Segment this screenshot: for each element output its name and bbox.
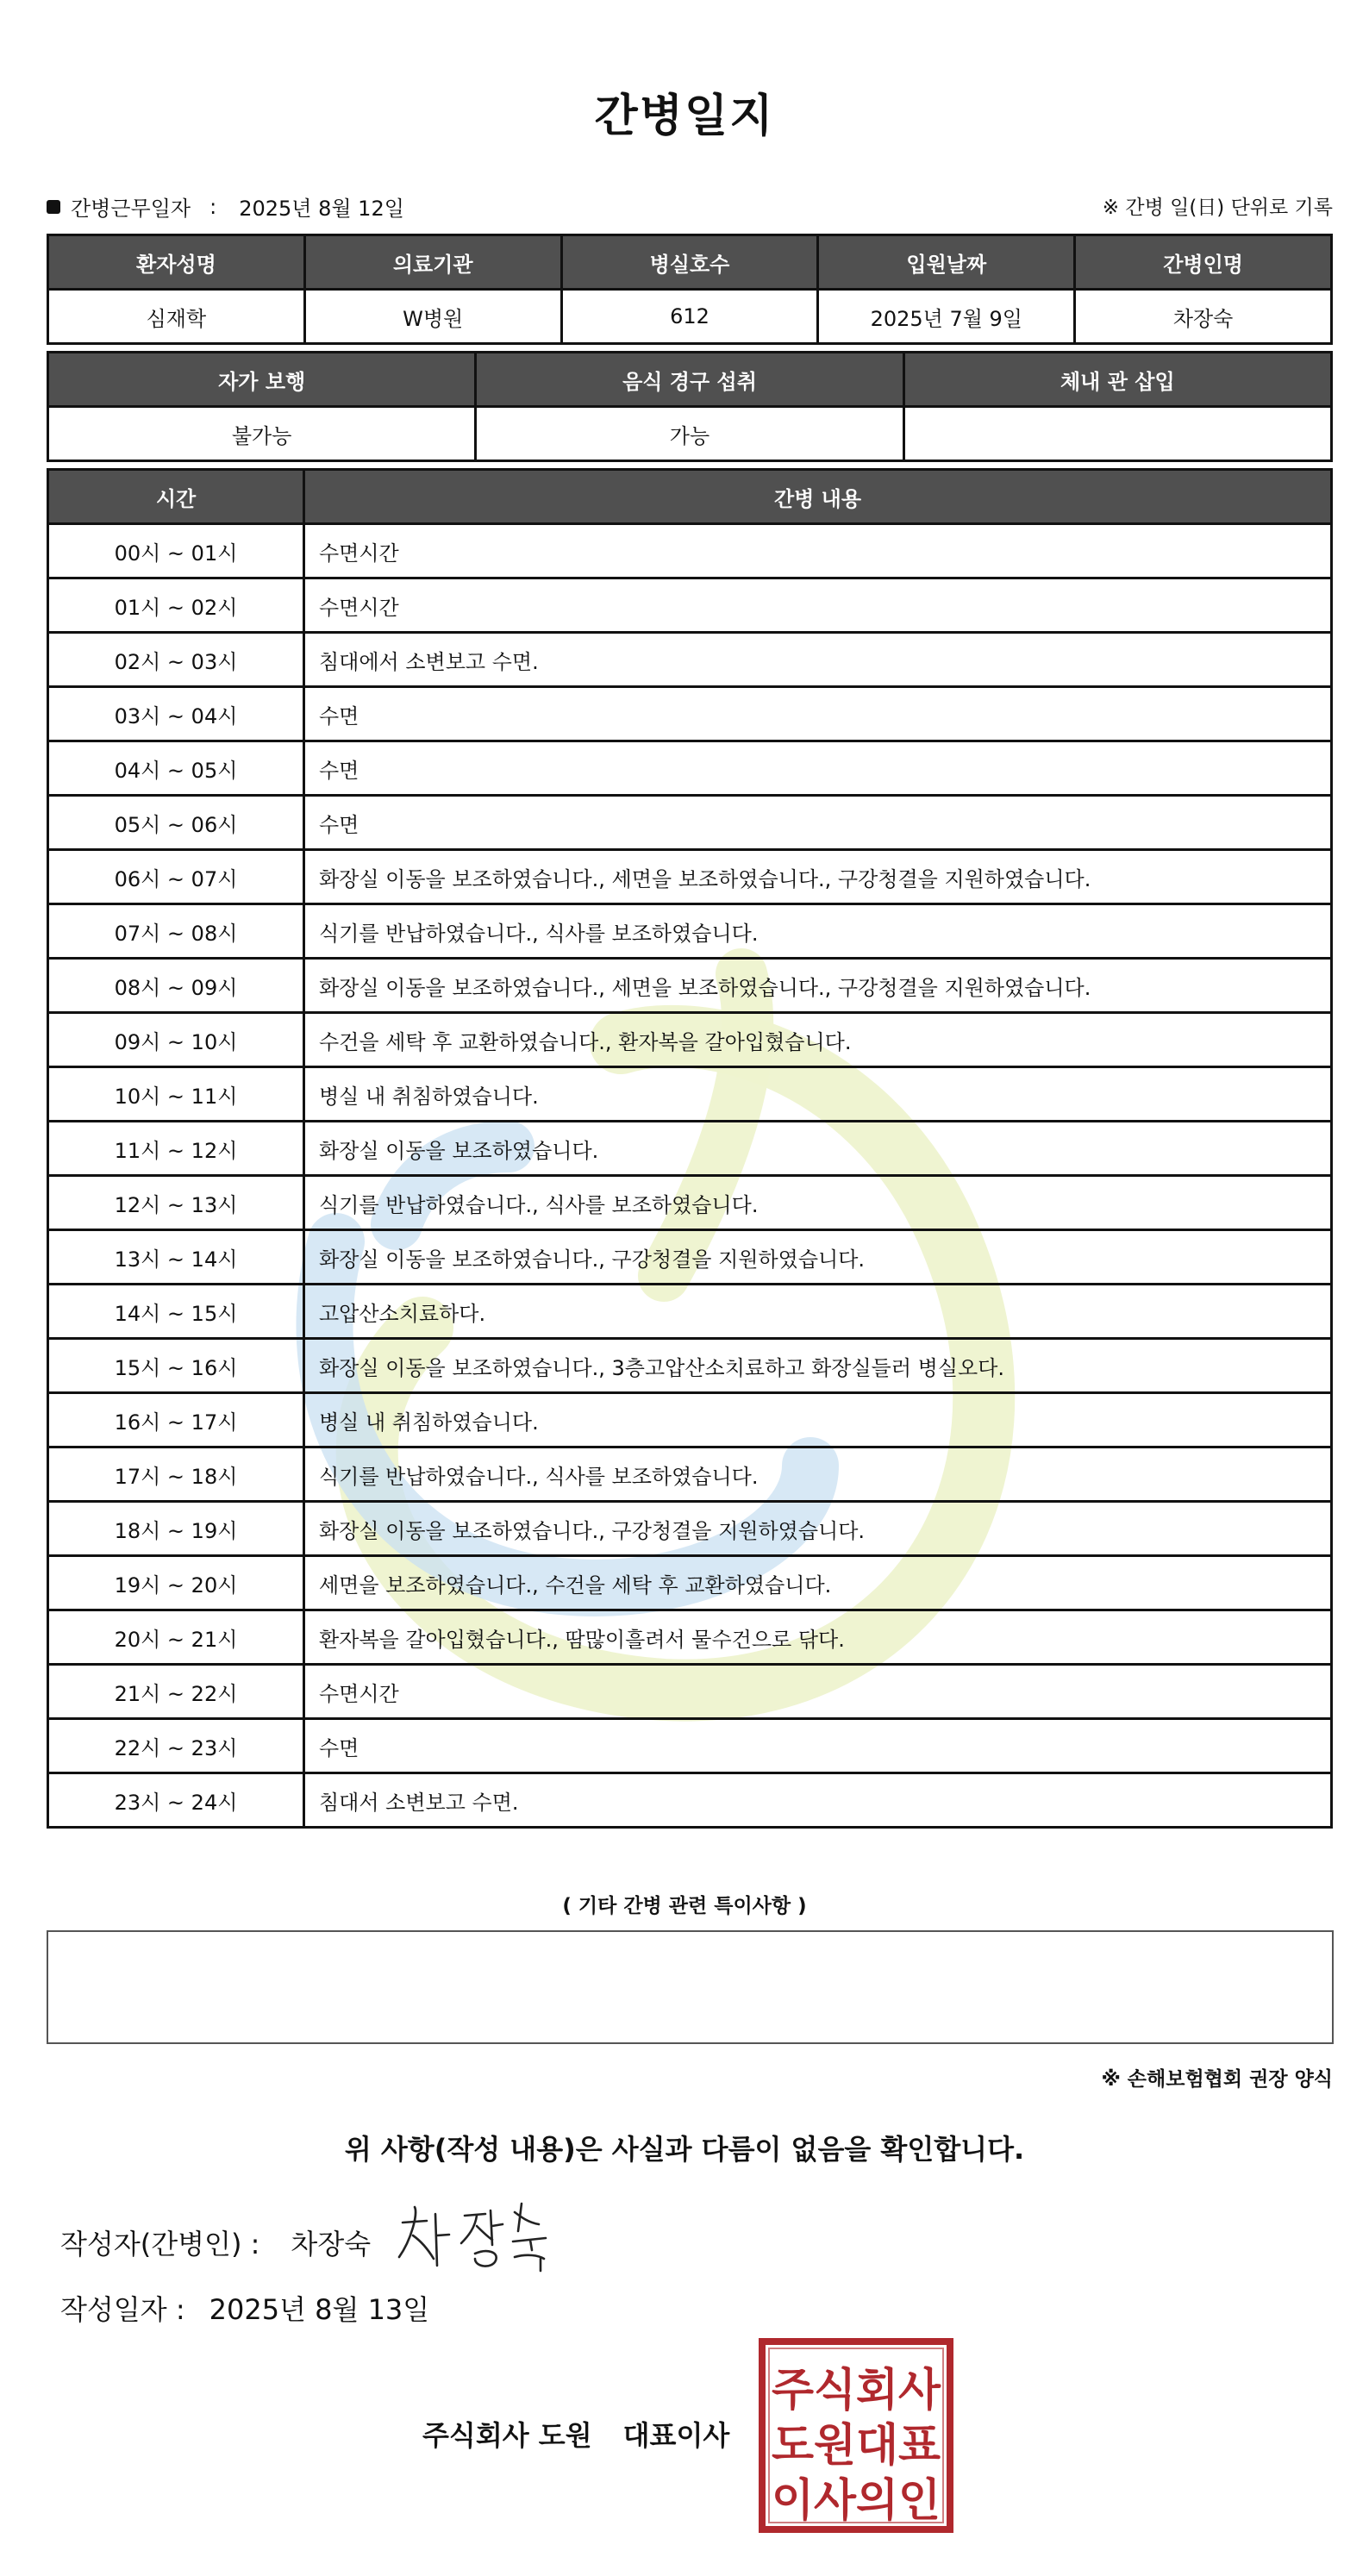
table-row	[48, 850, 1332, 904]
time-slot: 19시 ~ 20시	[48, 1556, 304, 1610]
table-row	[48, 959, 1332, 1013]
hospital: W병원	[304, 290, 561, 344]
care-schedule-table	[47, 468, 1333, 1829]
time-slot: 09시 ~ 10시	[48, 1013, 304, 1067]
care-content: 고압산소치료하다.	[304, 1285, 1332, 1339]
care-content: 수면	[304, 1719, 1332, 1773]
time-slot: 20시 ~ 21시	[48, 1610, 304, 1665]
header-tube-insertion: 체내 관 삽입	[903, 353, 1331, 407]
header-self-walking: 자가 보행	[48, 353, 476, 407]
written-date-line	[60, 2288, 429, 2328]
care-content: 침대에서 소변보고 수면.	[304, 633, 1332, 687]
work-date-label: 간병근무일자	[71, 197, 191, 221]
time-slot: 02시 ~ 03시	[48, 633, 304, 687]
care-content: 환자복을 갈아입혔습니다., 땀많이흘려서 물수건으로 닦다.	[304, 1610, 1332, 1665]
time-slot: 22시 ~ 23시	[48, 1719, 304, 1773]
bullet-square-icon	[47, 200, 60, 214]
oral-intake: 가능	[476, 407, 903, 461]
work-date-value: 2025년 8월 12일	[239, 197, 404, 221]
admission-date: 2025년 7월 9일	[818, 290, 1075, 344]
caregiver-name: 차장숙	[1075, 290, 1332, 344]
care-content: 수면시간	[304, 1665, 1332, 1719]
table-row	[48, 1230, 1332, 1285]
time-slot: 01시 ~ 02시	[48, 578, 304, 633]
seal-text-line: 이사의인	[772, 2475, 941, 2527]
time-slot: 17시 ~ 18시	[48, 1447, 304, 1502]
table-row	[48, 1339, 1332, 1393]
time-slot: 00시 ~ 01시	[48, 524, 304, 578]
table-row	[48, 578, 1332, 633]
time-slot: 06시 ~ 07시	[48, 850, 304, 904]
table-row	[48, 1393, 1332, 1447]
daily-record-note: ※ 간병 일(日) 단위로 기록	[1102, 197, 1333, 219]
table-row	[48, 796, 1332, 850]
company-seal-stamp	[759, 2338, 953, 2533]
care-content: 식기를 반납하였습니다., 식사를 보조하였습니다.	[304, 904, 1332, 959]
remarks-box	[47, 1930, 1334, 2044]
patient-name: 심재학	[48, 290, 305, 344]
time-slot: 07시 ~ 08시	[48, 904, 304, 959]
company-name: 주식회사 도원	[422, 2419, 592, 2452]
table-row	[48, 1773, 1332, 1828]
work-date-colon: :	[209, 194, 217, 219]
tube-insertion	[903, 407, 1331, 461]
table-row	[48, 1556, 1332, 1610]
header-caregiver-name: 간병인명	[1075, 235, 1332, 290]
room-number: 612	[561, 290, 818, 344]
seal-text-line: 도원대표	[772, 2420, 941, 2472]
table-row	[48, 1013, 1332, 1067]
patient-info-value-row	[48, 290, 1332, 344]
header-hospital: 의료기관	[304, 235, 561, 290]
writer-line	[60, 2223, 371, 2262]
remarks-title: ( 기타 간병 관련 특이사항 )	[562, 1895, 807, 1917]
seal-text-line: 주식회사	[772, 2365, 941, 2417]
time-slot: 10시 ~ 11시	[48, 1067, 304, 1122]
patient-info-table	[47, 234, 1333, 345]
company-signoff	[422, 2414, 729, 2454]
time-slot: 04시 ~ 05시	[48, 741, 304, 796]
table-row	[48, 1122, 1332, 1176]
care-content: 화장실 이동을 보조하였습니다., 구강청결을 지원하였습니다.	[304, 1230, 1332, 1285]
time-slot: 03시 ~ 04시	[48, 687, 304, 741]
patient-status-header-row	[48, 353, 1332, 407]
table-row	[48, 1285, 1332, 1339]
care-content: 수면시간	[304, 524, 1332, 578]
table-row	[48, 633, 1332, 687]
care-content: 화장실 이동을 보조하였습니다., 3층고압산소치료하고 화장실들러 병실오다.	[304, 1339, 1332, 1393]
care-content: 화장실 이동을 보조하였습니다., 세면을 보조하였습니다., 구강청결을 지원하였습니다.	[304, 850, 1332, 904]
table-row	[48, 1067, 1332, 1122]
table-row	[48, 1610, 1332, 1665]
care-content: 병실 내 취침하였습니다.	[304, 1067, 1332, 1122]
written-date-value: 2025년 8월 13일	[209, 2293, 430, 2326]
writer-name: 차장숙	[291, 2228, 372, 2260]
time-slot: 14시 ~ 15시	[48, 1285, 304, 1339]
company-ceo-title: 대표이사	[622, 2419, 730, 2452]
header-room-number: 병실호수	[561, 235, 818, 290]
handwritten-signature	[392, 2197, 556, 2274]
time-slot: 13시 ~ 14시	[48, 1230, 304, 1285]
care-content: 수면	[304, 796, 1332, 850]
table-row	[48, 1176, 1332, 1230]
table-row	[48, 1719, 1332, 1773]
patient-status-value-row	[48, 407, 1332, 461]
care-content: 화장실 이동을 보조하였습니다.	[304, 1122, 1332, 1176]
table-row	[48, 1502, 1332, 1556]
care-content: 수건을 세탁 후 교환하였습니다., 환자복을 갈아입혔습니다.	[304, 1013, 1332, 1067]
patient-info-header-row	[48, 235, 1332, 290]
time-slot: 12시 ~ 13시	[48, 1176, 304, 1230]
care-content: 병실 내 취침하였습니다.	[304, 1393, 1332, 1447]
time-slot: 15시 ~ 16시	[48, 1339, 304, 1393]
schedule-header-row	[48, 470, 1332, 524]
time-slot: 23시 ~ 24시	[48, 1773, 304, 1828]
care-content: 수면	[304, 687, 1332, 741]
confirmation-statement: 위 사항(작성 내용)은 사실과 다름이 없음을 확인합니다.	[344, 2133, 1025, 2166]
work-date	[47, 191, 404, 222]
care-content: 화장실 이동을 보조하였습니다., 구강청결을 지원하였습니다.	[304, 1502, 1332, 1556]
written-date-label: 작성일자 :	[60, 2293, 185, 2326]
header-care-content: 간병 내용	[304, 470, 1332, 524]
writer-label: 작성자(간병인) :	[60, 2228, 260, 2260]
header-oral-intake: 음식 경구 섭취	[476, 353, 903, 407]
time-slot: 21시 ~ 22시	[48, 1665, 304, 1719]
table-row	[48, 524, 1332, 578]
care-content: 수면시간	[304, 578, 1332, 633]
care-content: 세면을 보조하였습니다., 수건을 세탁 후 교환하였습니다.	[304, 1556, 1332, 1610]
time-slot: 16시 ~ 17시	[48, 1393, 304, 1447]
table-row	[48, 687, 1332, 741]
self-walking: 불가능	[48, 407, 476, 461]
table-row	[48, 904, 1332, 959]
table-row	[48, 741, 1332, 796]
header-patient-name: 환자성명	[48, 235, 305, 290]
time-slot: 18시 ~ 19시	[48, 1502, 304, 1556]
time-slot: 11시 ~ 12시	[48, 1122, 304, 1176]
table-row	[48, 1665, 1332, 1719]
patient-status-table	[47, 351, 1333, 462]
page-title: 간병일지	[594, 91, 775, 142]
care-content: 수면	[304, 741, 1332, 796]
time-slot: 05시 ~ 06시	[48, 796, 304, 850]
care-content: 침대서 소변보고 수면.	[304, 1773, 1332, 1828]
time-slot: 08시 ~ 09시	[48, 959, 304, 1013]
form-source-note: ※ 손해보험협회 권장 양식	[1101, 2068, 1333, 2091]
care-content: 식기를 반납하였습니다., 식사를 보조하였습니다.	[304, 1176, 1332, 1230]
table-row	[48, 1447, 1332, 1502]
header-admission-date: 입원날짜	[818, 235, 1075, 290]
header-time: 시간	[48, 470, 304, 524]
care-content: 화장실 이동을 보조하였습니다., 세면을 보조하였습니다., 구강청결을 지원하였습니다.	[304, 959, 1332, 1013]
care-content: 식기를 반납하였습니다., 식사를 보조하였습니다.	[304, 1447, 1332, 1502]
